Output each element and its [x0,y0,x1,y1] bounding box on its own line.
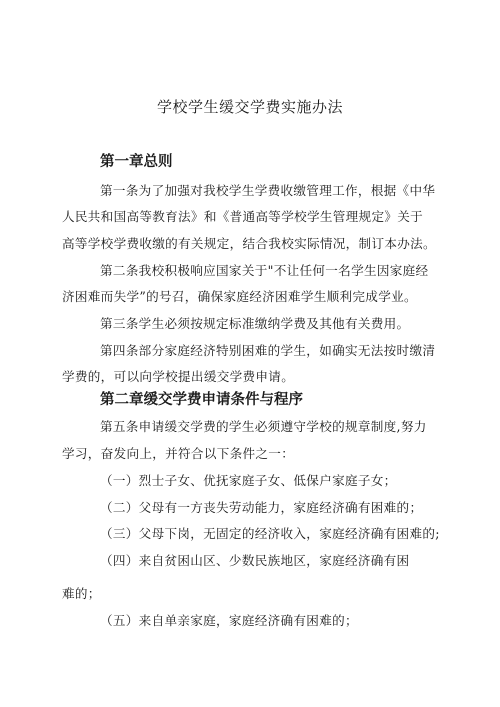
chapter1-heading: 第一章总则 [100,154,173,170]
document-title: 学校学生缓交学费实施办法 [156,98,343,116]
paragraph-line: 第五条申请缓交学费的学生必须遵守学校的规章制度,努力 [100,419,427,434]
paragraph-line: 人民共和国高等教育法》和《普通高等学校学生管理规定》关于 [62,209,424,224]
paragraph-line: 第三条学生必须按规定标准缴纳学费及其他有关费用。 [100,316,410,331]
chapter2-heading: 第二章缓交学费申请条件与程序 [100,392,303,408]
paragraph-line: 难的； [62,586,101,601]
paragraph-line: （三）父母下岗，无固定的经济收入，家庭经济确有困难的; [100,526,440,541]
paragraph-line: 高等学校学费收缴的有关规定，结合我校实际情况，制订本办法。 [62,236,436,251]
paragraph-line: （一）烈士子女、优抚家庭子女、低保户家庭子女； [100,473,397,488]
paragraph-line: （五）来自单亲家庭，家庭经济确有困难的； [100,613,358,628]
paragraph-line: 第四条部分家庭经济特别困难的学生，如确实无法按时缴清 [100,343,436,358]
paragraph-line: 学习，奋发向上，并符合以下条件之一： [62,446,295,461]
paragraph-line: 第二条我校积极响应国家关于"不让任何一名学生因家庭经 [100,263,429,278]
paragraph-line: （二）父母有一方丧失劳动能力，家庭经济确有困难的； [100,500,423,515]
paragraph-line: 学费的，可以向学校提出缓交学费申请。 [62,369,295,384]
paragraph-line: 第一条为了加强对我校学生学费收缴管理工作，根据《中华 [100,183,436,198]
paragraph-line: （四）来自贫困山区、少数民族地区，家庭经济确有困 [100,553,410,568]
paragraph-line: 济困难而失学”的号召，确保家庭经济困难学生顺利完成学业。 [62,289,417,304]
